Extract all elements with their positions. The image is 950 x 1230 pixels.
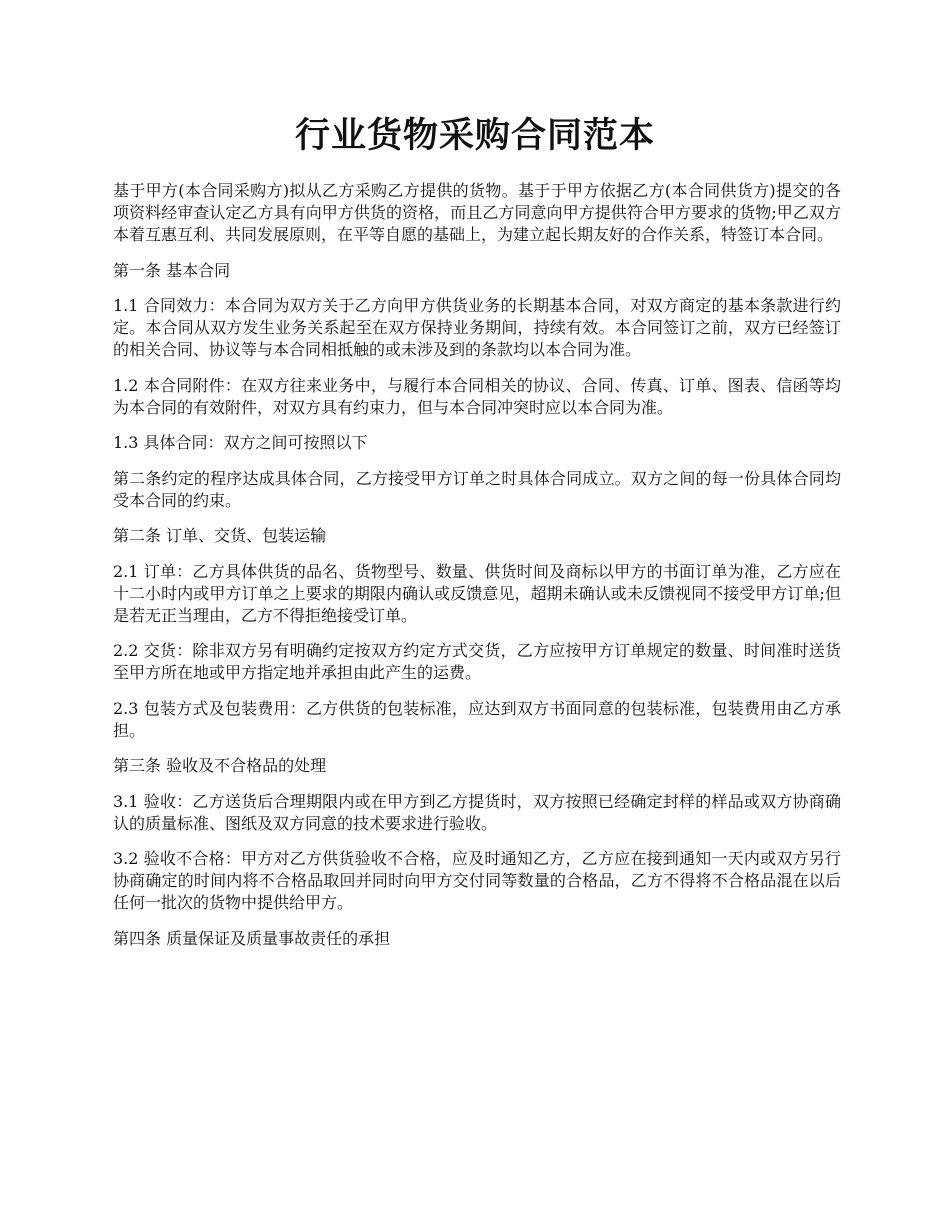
clause-1-2: 1.2 本合同附件：在双方往来业务中，与履行本合同相关的协议、合同、传真、订单、图表、信函等均为本合同的有效附件，对双方具有约束力，但与本合同冲突时应以本合同为准。: [113, 375, 841, 417]
article-4-heading: 第四条 质量保证及质量事故责任的承担: [113, 928, 391, 948]
clause-2-1: 2.1 订单：乙方具体供货的品名、货物型号、数量、供货时间及商标以甲方的书面订单为准，乙方应在十二小时内或甲方订单之上要求的期限内确认或反馈意见，超期未确认或未反馈视同不接受甲方订单;但是若无正当理由，乙方不得拒绝接受订单。: [113, 561, 841, 625]
clause-2-2: 2.2 交货：除非双方另有明确约定按双方约定方式交货，乙方应按甲方订单规定的数量、时间准时送货至甲方所在地或甲方指定地并承担由此产生的运费。: [113, 641, 841, 682]
clause-1-3-continued: 第二条约定的程序达成具体合同，乙方接受甲方订单之时具体合同成立。双方之间的每一份具体合同均受本合同的约束。: [113, 468, 841, 510]
document-title: 行业货物采购合同范本: [294, 115, 655, 156]
document-body: [113, 180, 841, 963]
clause-1-3: 1.3 具体合同：双方之间可按照以下: [113, 433, 368, 452]
clause-1-1: 1.1 合同效力：本合同为双方关于乙方向甲方供货业务的长期基本合同，对双方商定的基本条款进行约定。本合同从双方发生业务关系起至在双方保持业务期间，持续有效。本合同签订之前，双方已经签订的相关合同、协议等与本合同相抵触的或未涉及到的条款均以本合同为准。: [113, 296, 841, 359]
clause-2-3: 2.3 包装方式及包装费用：乙方供货的包装标准，应达到双方书面同意的包装标准，包装费用由乙方承担。: [113, 698, 841, 740]
clause-3-2: 3.2 验收不合格：甲方对乙方供货验收不合格，应及时通知乙方，乙方应在接到通知一天内或双方另行协商确定的时间内将不合格品取回并同时向甲方交付同等数量的合格品，乙方不得将不合格品混在以后任何一批次的货物中提供给甲方。: [113, 849, 841, 912]
article-3-heading: 第三条 验收及不合格品的处理: [113, 756, 327, 775]
clause-3-1: 3.1 验收：乙方送货后合理期限内或在甲方到乙方提货时，双方按照已经确定封样的样品或双方协商确认的质量标准、图纸及双方同意的技术要求进行验收。: [113, 791, 841, 833]
article-2-heading: 第二条 订单、交货、包装运输: [113, 526, 327, 545]
article-1-heading: 第一条 基本合同: [113, 260, 231, 280]
intro-paragraph: 基于甲方(本合同采购方)拟从乙方采购乙方提供的货物。基于于甲方依据乙方(本合同供货方)提交的各项资料经审查认定乙方具有向甲方供货的资格，而且乙方同意向甲方提供符合甲方要求的货物;甲乙双方本着互惠互利、共同发展原则，在平等自愿的基础上，为建立起长期友好的合作关系，特签订本合同。: [113, 181, 841, 244]
